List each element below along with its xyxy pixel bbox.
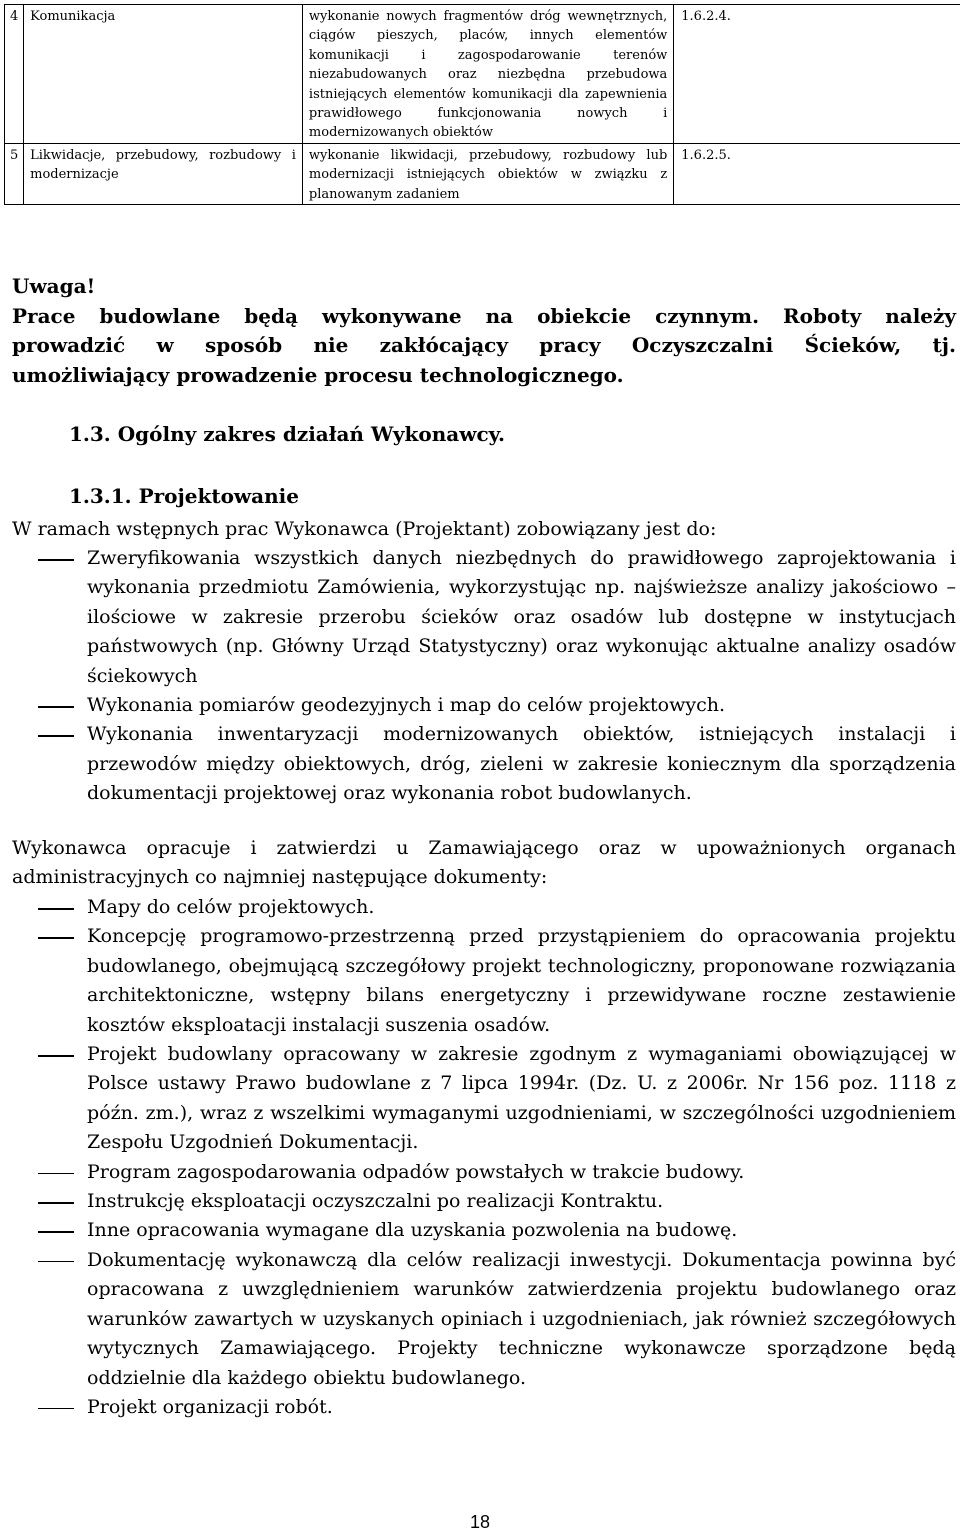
list-item: Inne opracowania wymagane dla uzyskania pozwolenia na budowę.: [12, 1216, 956, 1245]
list-item: Program zagospodarowania odpadów powstałych w trakcie budowy.: [12, 1158, 956, 1187]
row-code: 1.6.2.4.: [674, 5, 960, 144]
list-item: Dokumentację wykonawczą dla celów realizacji inwestycji. Dokumentacja powinna być opracowana z uwzględnieniem warunków zatwierdzenia projektu budowlanego oraz warunków zawartych w uzyskanych opiniach i uzgodnieniach, jak również szczegółowych wytycznych Zamawiającego. Projekty techniczne wykonawcze sporządzone będą oddzielnie dla każdego obiektu budowlanego.: [12, 1246, 956, 1393]
row-description: wykonanie likwidacji, przebudowy, rozbudowy lub modernizacji istniejących obiektów w związku z planowanym zadaniem: [302, 143, 673, 204]
documents-list: [12, 893, 956, 1422]
row-number: 5: [5, 143, 24, 204]
row-description: wykonanie nowych fragmentów dróg wewnętrznych, ciągów pieszych, placów, innych elementów komunikacji i zagospodarowanie terenów niezabudowanych oraz niezbędna przebudowa istniejących elementów komunikacji dla zapewnienia prawidłowego funkcjonowania nowych i modernizowanych obiektów: [302, 5, 673, 144]
row-name: Komunikacja: [24, 5, 303, 144]
list-item: Mapy do celów projektowych.: [12, 893, 956, 922]
list-item: Zweryfikowania wszystkich danych niezbędnych do prawidłowego zaprojektowania i wykonania przedmiotu Zamówienia, wykorzystując np. najświeższe analizy jakościowo – ilościowe w zakresie przerobu ścieków oraz osadów lub dostępne w instytucjach państwowych (np. Główny Urząd Statystyczny) oraz wykonując aktualne analizy osadów ściekowych: [12, 544, 956, 691]
notice-line: umożliwiający prowadzenie procesu technologicznego.: [12, 362, 624, 387]
table-row: [5, 143, 960, 204]
works-table: [4, 4, 960, 205]
notice-block: [12, 272, 956, 390]
intro-paragraph: W ramach wstępnych prac Wykonawca (Projektant) zobowiązany jest do:: [12, 518, 717, 540]
design-tasks-list: [12, 544, 956, 809]
notice-line: prowadzić w sposób nie zakłócający pracy Oczyszczalni Ścieków, tj.: [12, 333, 956, 357]
documents-paragraph: Wykonawca opracuje i zatwierdzi u Zamawiającego oraz w upoważnionych organach administracyjnych co najmniej następujące dokumenty:: [12, 837, 956, 889]
notice-line: Prace budowlane będą wykonywane na obiekcie czynnym. Roboty należy: [12, 303, 956, 328]
list-item: Instrukcję eksploatacji oczyszczalni po realizacji Kontraktu.: [12, 1187, 956, 1216]
list-item: Projekt budowlany opracowany w zakresie zgodnym z wymaganiami obowiązującej w Polsce ustawy Prawo budowlane z 7 lipca 1994r. (Dz. U. z 2006r. Nr 156 poz. 1118 z późn. zm.), wraz z wszelkimi wymaganymi uzgodnieniami, w szczególności uzgodnieniem Zespołu Uzgodnień Dokumentacji.: [12, 1040, 956, 1158]
list-item: Wykonania inwentaryzacji modernizowanych obiektów, istniejących instalacji i przewodów między obiektowych, dróg, zieleni w zakresie koniecznym dla sporządzenia dokumentacji projektowej oraz wykonania robot budowlanych.: [12, 720, 956, 808]
row-code: 1.6.2.5.: [674, 143, 960, 204]
list-item: Koncepcję programowo-przestrzenną przed przystąpieniem do opracowania projektu budowlanego, obejmującą szczegółowy projekt technologiczny, proponowane rozwiązania architektoniczne, wstępny bilans energetyczny i przewidywane roczne zestawienie kosztów eksploatacji instalacji suszenia osadów.: [12, 922, 956, 1040]
section-heading: 1.3. Ogólny zakres działań Wykonawcy.: [69, 422, 505, 446]
list-item: Projekt organizacji robót.: [12, 1393, 956, 1422]
notice-title: Uwaga!: [12, 274, 96, 298]
row-number: 4: [5, 5, 24, 144]
row-name: Likwidacje, przebudowy, rozbudowy i modernizacje: [24, 143, 303, 204]
page-number: 18: [469, 1512, 491, 1532]
subsection-heading: 1.3.1. Projektowanie: [69, 484, 299, 508]
list-item: Wykonania pomiarów geodezyjnych i map do celów projektowych.: [12, 691, 956, 720]
table-row: [5, 5, 960, 144]
